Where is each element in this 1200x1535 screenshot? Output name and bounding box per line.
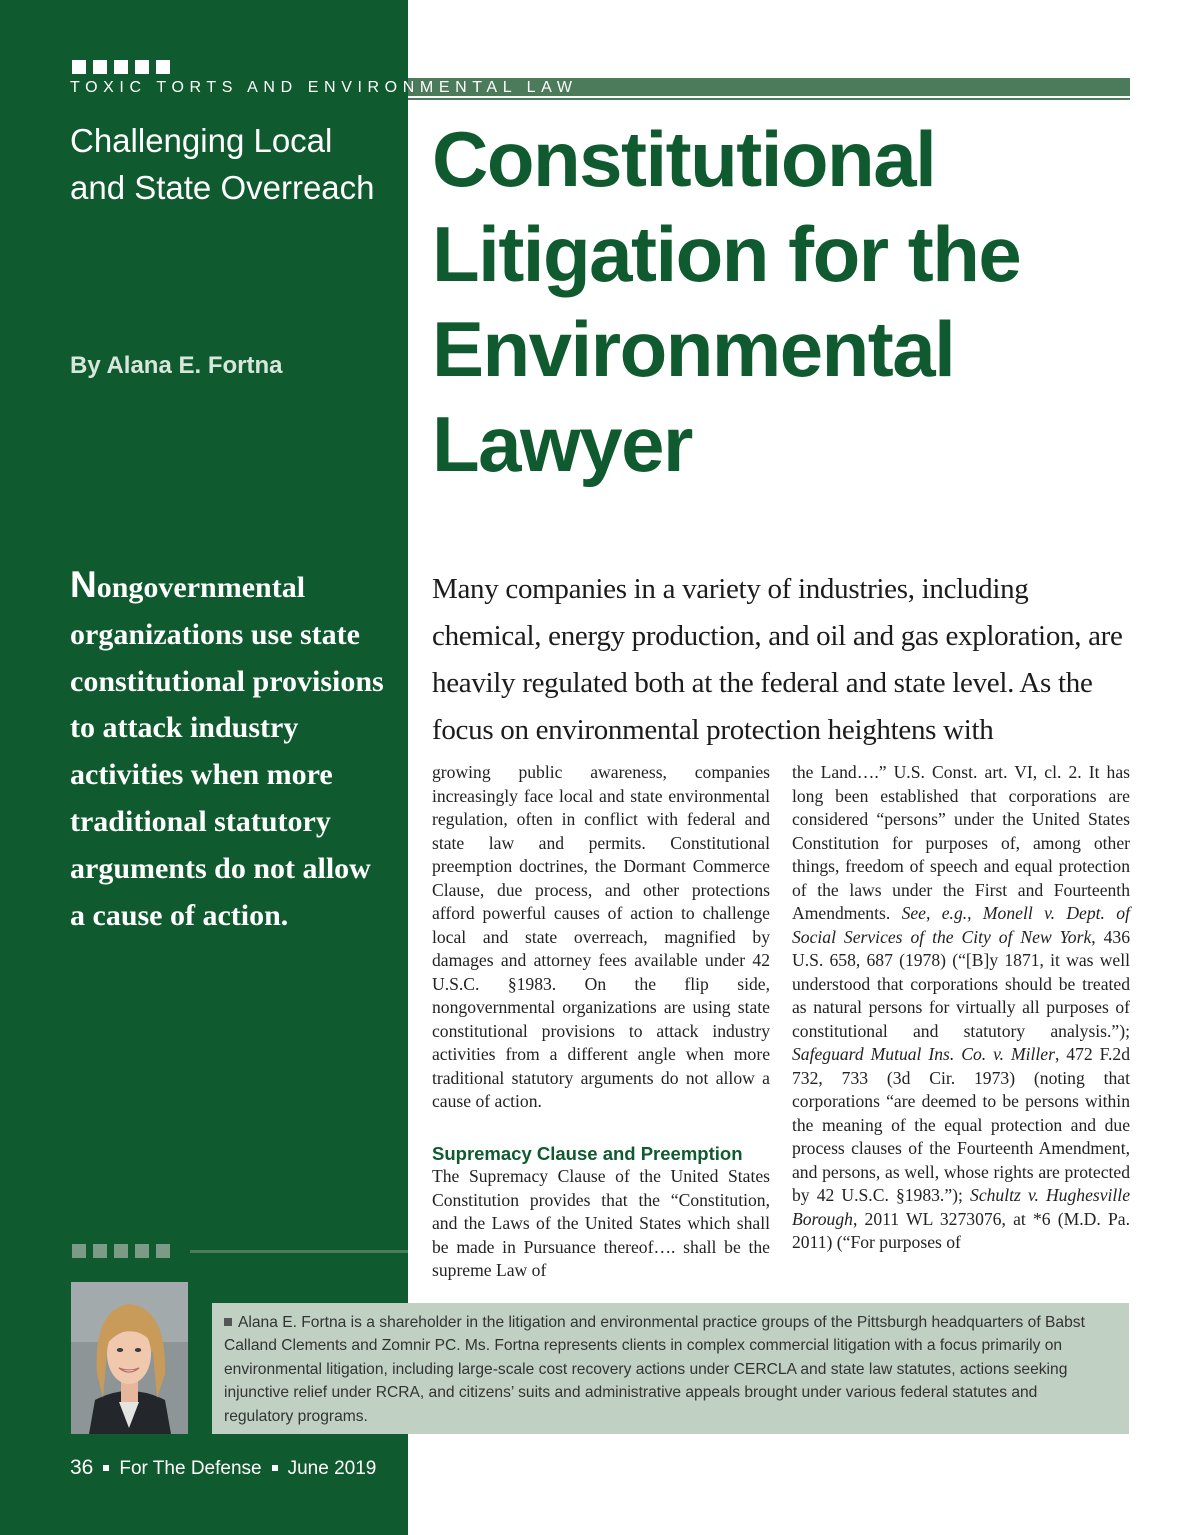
- pull-quote-initial: N: [70, 564, 97, 605]
- article-byline: By Alana E. Fortna: [70, 352, 283, 379]
- pull-quote: [70, 562, 390, 939]
- body-column-1: [432, 761, 770, 1283]
- body-text: , 472 F.2d 732, 733 (3d Cir. 1973) (noting that corporations “are deemed to be persons within the meaning of the equal protection and due process clauses of the Fourteenth Amendment, and persons, as well, whose rights are protected by 42 U.S.C. §1983.”);: [792, 1044, 1130, 1205]
- square-icon: [72, 60, 86, 74]
- square-icon: [93, 1244, 107, 1258]
- author-portrait-icon: [71, 1282, 188, 1434]
- body-paragraph: [792, 761, 1130, 1255]
- decorative-squares-top: [72, 60, 170, 74]
- square-icon: [114, 1244, 128, 1258]
- square-bullet-icon: [224, 1318, 232, 1326]
- body-text: , 436 U.S. 658, 687 (1978) (“[B]y 1871, it was well understood that corporations should be treated as natural persons for virtually all purposes of constitutional and statutory analysis.”);: [792, 926, 1130, 1041]
- article-title: Constitutional Litigation for the Environmental Lawyer: [432, 115, 1021, 488]
- pull-quote-text: ongovernmental organizations use state constitutional provisions to attack industry activities when more traditional statutory arguments do not allow a cause of action.: [70, 571, 384, 932]
- square-icon: [156, 60, 170, 74]
- square-icon: [72, 1244, 86, 1258]
- square-icon: [114, 60, 128, 74]
- square-icon: [135, 1244, 149, 1258]
- square-separator-icon: [272, 1465, 278, 1471]
- case-citation: See, e.g., Monell v. Dept. of Social Services of the City of New York: [792, 903, 1130, 947]
- square-separator-icon: [103, 1465, 109, 1471]
- decorative-squares-bottom: [72, 1244, 170, 1258]
- square-icon: [135, 60, 149, 74]
- page-number: 36: [70, 1456, 94, 1479]
- publication-name: For The Defense: [119, 1458, 262, 1479]
- bio-divider-rule: [190, 1250, 408, 1253]
- section-heading: Supremacy Clause and Preemption: [432, 1142, 743, 1164]
- square-icon: [93, 60, 107, 74]
- body-paragraph: The Supremacy Clause of the United States Constitution provides that the “Constitution, and the Laws of the United States which shall be made in Pursuance thereof…. shall be the supreme Law of: [432, 1166, 770, 1280]
- author-photo: [71, 1282, 188, 1434]
- article-subtitle: Challenging Local and State Overreach: [70, 122, 375, 206]
- body-text: , 2011 WL 3273076, at *6 (M.D. Pa. 2011) (“For purposes of: [792, 1208, 1130, 1252]
- section-header-rule: [408, 98, 1130, 100]
- case-citation: Schultz v. Hughesville Borough: [792, 1185, 1131, 1229]
- section-title: TOXIC TORTS AND ENVIRONMENTAL LAW: [70, 79, 578, 96]
- body-column-2: [792, 761, 1130, 1255]
- body-text: the Land….” U.S. Const. art. VI, cl. 2. It has long been established that corporations are considered “persons” under the United States Constitution for purposes of, among other things, freedom of speech and equal protection of the laws under the First and Fourteenth Amendments.: [792, 762, 1130, 923]
- page-footer: [70, 1455, 376, 1482]
- issue-date: June 2019: [287, 1458, 377, 1479]
- body-paragraph: growing public awareness, companies increasingly face local and state environmental regulation, often in conflict with federal and state law and permits. Constitutional preemption doctrines, the Dormant Commerce Clause, due process, and other protections afford powerful causes of action to challenge local and state overreach, magnified by damages and attorney fees available under 42 U.S.C. §1983. On the flip side, nongovernmental organizations are using state constitutional provisions to attack industry activities from a different angle when more traditional statutory arguments do not allow a cause of action.: [432, 762, 770, 1111]
- case-citation: Safeguard Mutual Ins. Co. v. Miller: [792, 1044, 1055, 1064]
- author-bio-text: Alana E. Fortna is a shareholder in the litigation and environmental practice groups of the Pittsburgh headquarters of Babst Calland Clements and Zomnir PC. Ms. Fortna represents clients in complex commercial litigation with a focus primarily on environmental litigation, including large-scale cost recovery actions under CERCLA and state law statutes, actions seeking injunctive relief under RCRA, and citizens’ suits and administrative appeals brought under various federal statutes and regulatory programs.: [224, 1314, 1085, 1425]
- square-icon: [156, 1244, 170, 1258]
- article-intro: Many companies in a variety of industries, including chemical, energy production, and oil and gas exploration, are heavily regulated both at the federal and state level. As the focus on environmental protection heightens with: [432, 573, 1123, 746]
- author-bio: [212, 1303, 1129, 1434]
